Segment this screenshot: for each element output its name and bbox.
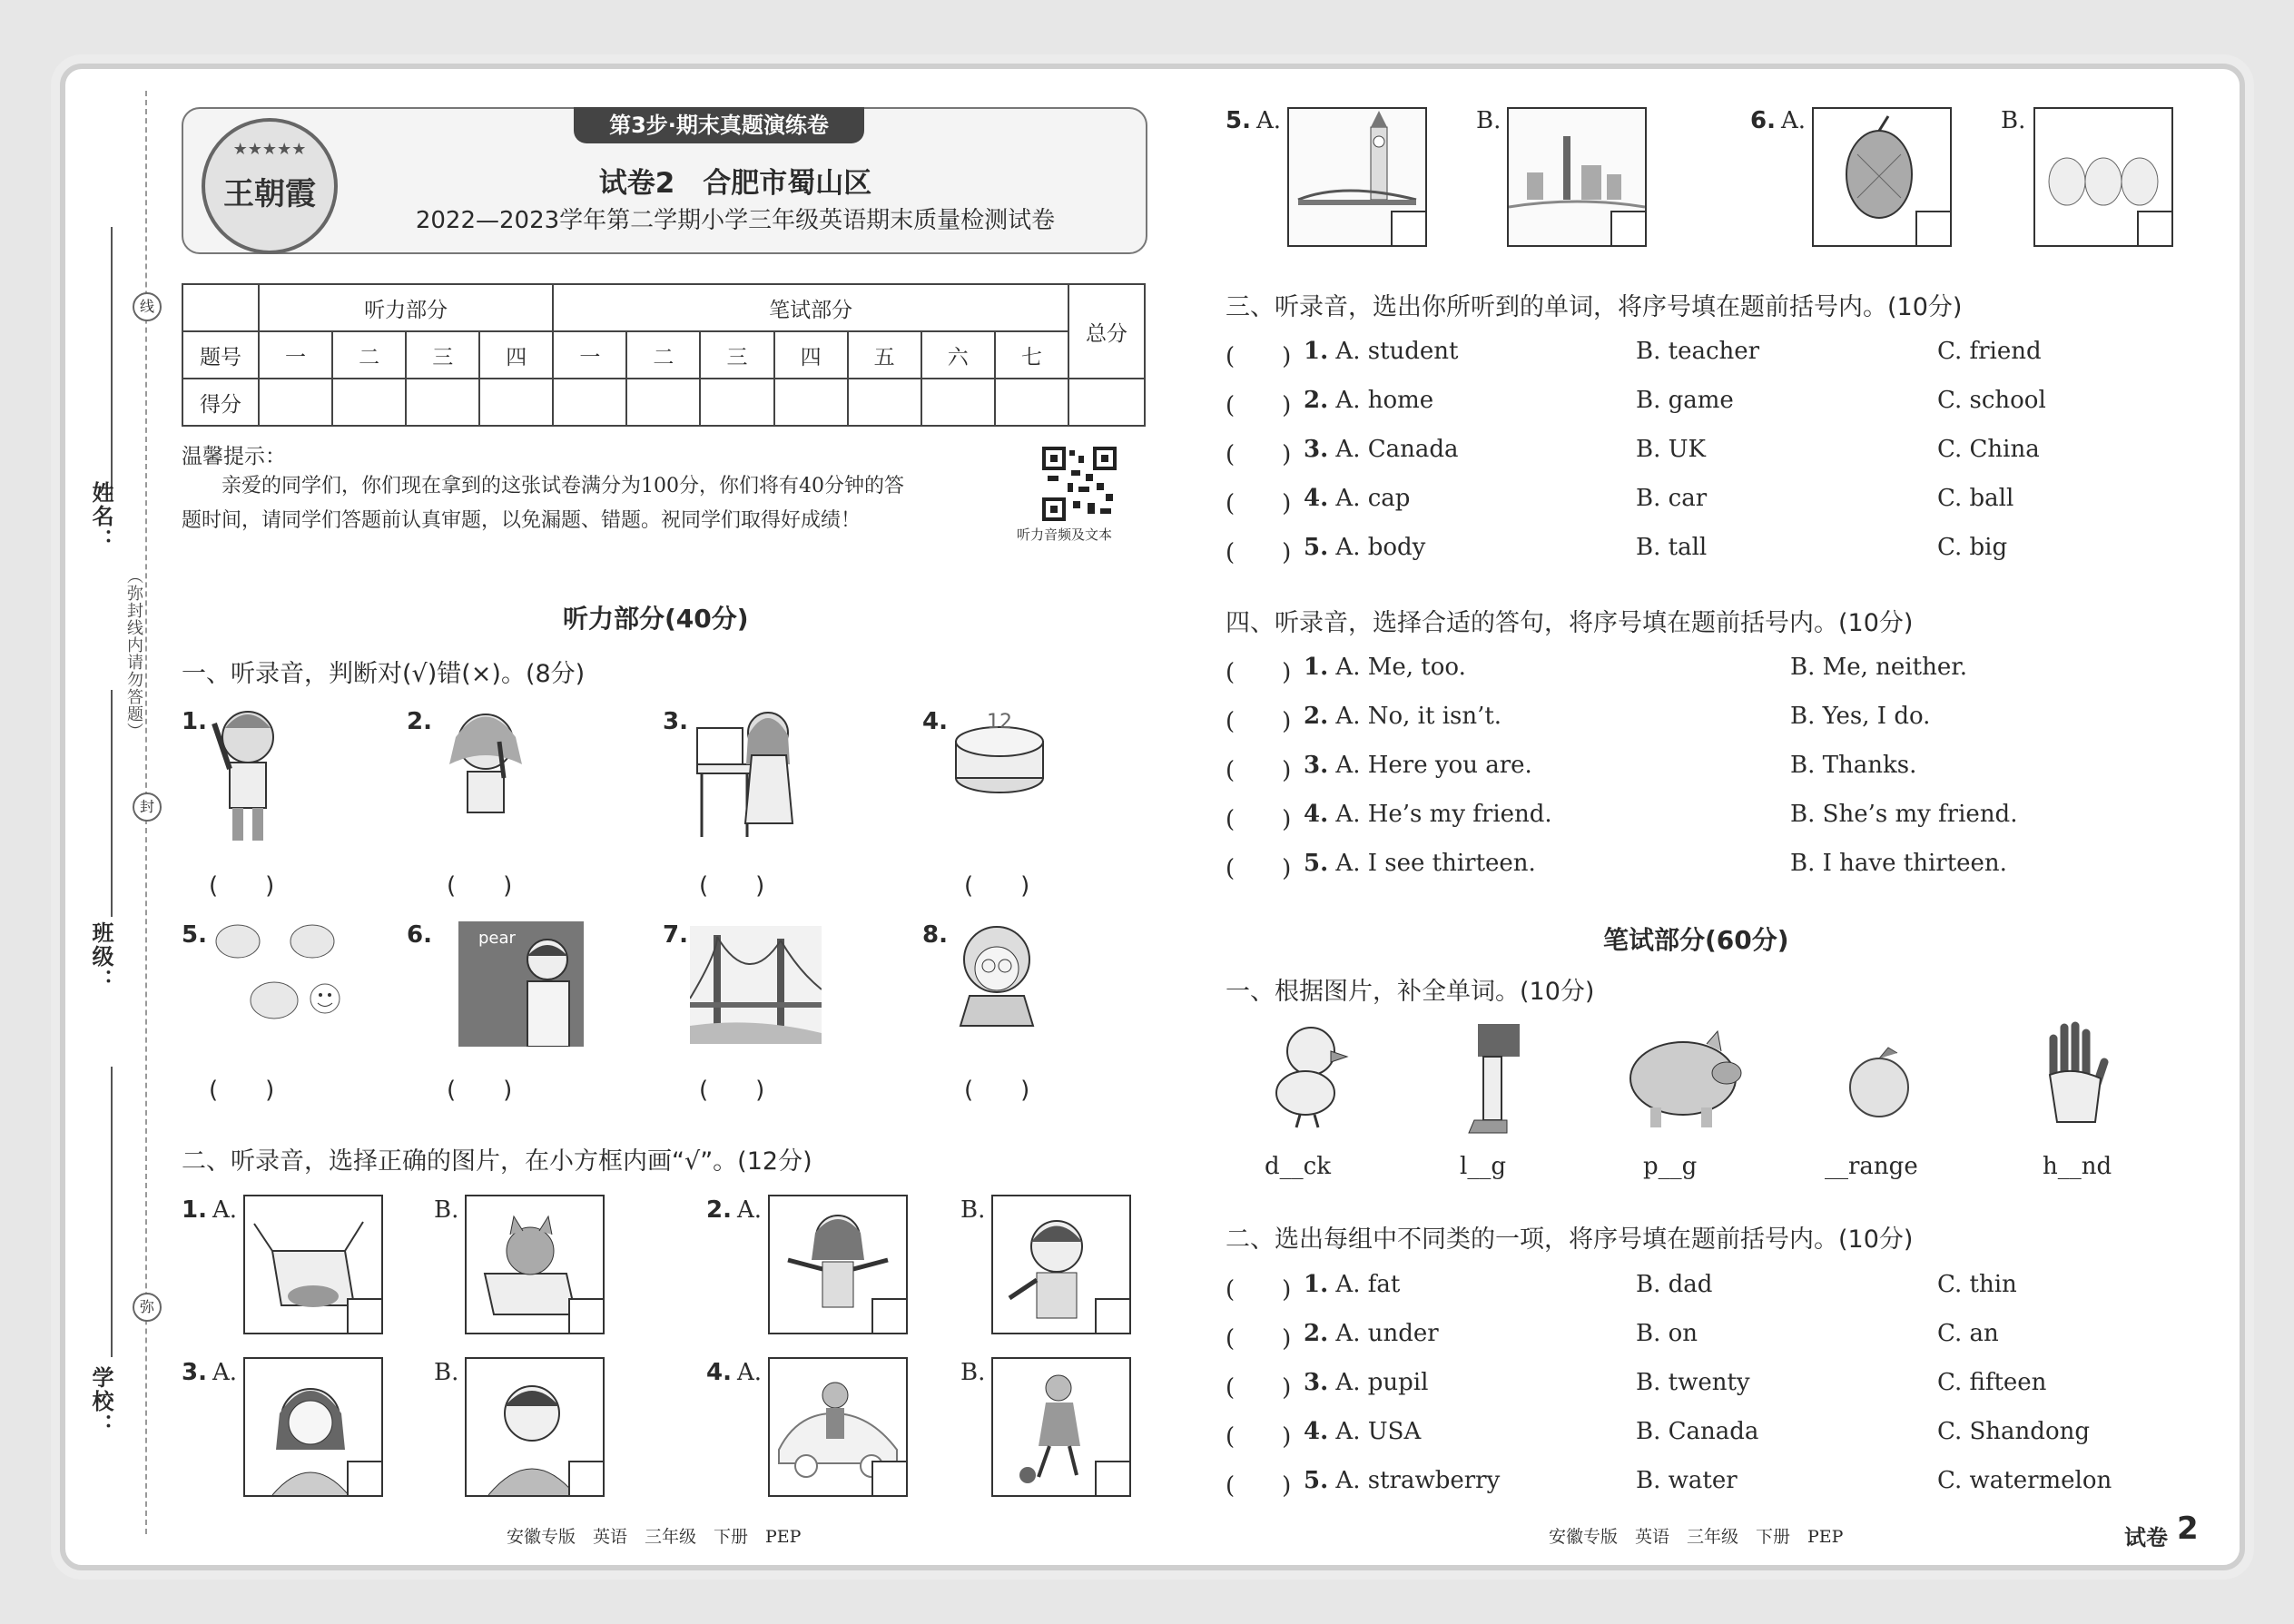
- word-blank[interactable]: l__g: [1460, 1153, 1506, 1180]
- answer-paren[interactable]: ( ): [1226, 343, 1292, 370]
- tick-box[interactable]: [1610, 211, 1645, 245]
- item-number: 2.: [1304, 387, 1329, 414]
- score-table-corner: [182, 284, 259, 331]
- option-letter: B.: [1476, 107, 1501, 134]
- option-c: C. fifteen: [1937, 1369, 2047, 1396]
- tick-box[interactable]: [1915, 211, 1950, 245]
- col-header: 五: [848, 331, 921, 379]
- boy-shrugging-image: [991, 1195, 1131, 1334]
- item-number: 5.: [1304, 534, 1329, 561]
- score-cell[interactable]: [406, 379, 479, 426]
- leg-image: [1456, 1020, 1529, 1138]
- boy-touching-head-image: [207, 701, 289, 846]
- option-a: A. I see thirteen.: [1335, 850, 1536, 877]
- answer-blank[interactable]: ( ): [209, 1077, 275, 1104]
- word-blank[interactable]: p__g: [1643, 1153, 1698, 1180]
- tip-line-2: 题时间，请同学们答题前认真审题，以免漏题、错题。祝同学们取得好成绩！: [182, 509, 861, 532]
- score-cell[interactable]: [700, 379, 773, 426]
- svg-text:12: 12: [987, 711, 1012, 733]
- option-letter: A.: [1256, 107, 1282, 134]
- listening-col-header: 听力部分: [259, 284, 553, 331]
- tick-box[interactable]: [871, 1461, 906, 1495]
- score-cell[interactable]: [774, 379, 848, 426]
- score-cell[interactable]: [1068, 379, 1145, 426]
- exam-subtitle: 2022—2023学年第二学期小学三年级英语期末质量检测试卷: [415, 207, 1056, 234]
- answer-blank[interactable]: ( ): [964, 872, 1030, 900]
- item-number: 5.: [1226, 107, 1251, 134]
- tick-box[interactable]: [568, 1298, 603, 1333]
- tick-box[interactable]: [2137, 211, 2171, 245]
- option-letter: A.: [212, 1359, 238, 1386]
- option-a: A. strawberry: [1335, 1467, 1501, 1494]
- item-number: 1.: [182, 708, 207, 735]
- score-cell[interactable]: [848, 379, 921, 426]
- tick-box[interactable]: [871, 1298, 906, 1333]
- name-label: 姓名：: [88, 481, 113, 552]
- option-b: B. on: [1636, 1320, 1698, 1347]
- birthday-cake-image: [950, 701, 1049, 801]
- writing-heading: 笔试部分(60分): [1603, 925, 1789, 955]
- col-header: 七: [995, 331, 1068, 379]
- answer-paren[interactable]: ( ): [1226, 708, 1292, 735]
- writing-part1-title: 一、根据图片，补全单词。(10分): [1226, 978, 1595, 1006]
- option-letter: A.: [1781, 107, 1807, 134]
- school-label: 学校：: [88, 1366, 113, 1437]
- duck-image: [1267, 1020, 1349, 1129]
- item-number: 2.: [1304, 1320, 1329, 1347]
- option-b: B. Canada: [1636, 1418, 1759, 1445]
- option-a: A. Me, too.: [1335, 654, 1466, 681]
- option-a: A. No, it isn’t.: [1335, 703, 1502, 730]
- writing-part2-title: 二、选出每组中不同类的一项，将序号填在题前括号内。(10分): [1226, 1225, 1914, 1254]
- answer-paren[interactable]: ( ): [1226, 806, 1292, 833]
- item-number: 4.: [922, 708, 948, 735]
- writing-col-header: 笔试部分: [553, 284, 1068, 331]
- option-c: C. friend: [1937, 338, 2042, 365]
- option-b: B. game: [1636, 387, 1734, 414]
- col-header: 四: [479, 331, 553, 379]
- option-c: C. an: [1937, 1320, 1999, 1347]
- option-a: A. He’s my friend.: [1335, 801, 1552, 828]
- option-a: A. home: [1335, 387, 1434, 414]
- option-a: A. Canada: [1335, 436, 1459, 463]
- logo-text: 王朝霞: [223, 176, 316, 212]
- listening-part3-title: 三、听录音，选出你所听到的单词，将序号填在题前括号内。(10分): [1226, 293, 1963, 321]
- seal-mark-line: 线: [133, 292, 162, 321]
- answer-paren[interactable]: ( ): [1226, 1374, 1292, 1402]
- girl-in-car-image: [768, 1357, 908, 1497]
- hand-image: [2037, 1020, 2110, 1129]
- page-label: 试卷: [2124, 1525, 2168, 1550]
- option-a: A. fat: [1335, 1271, 1401, 1298]
- item-number: 2.: [407, 708, 432, 735]
- option-c: C. watermelon: [1937, 1467, 2112, 1494]
- col-header: 四: [774, 331, 848, 379]
- option-letter: B.: [2001, 107, 2026, 134]
- option-c: C. thin: [1937, 1271, 2017, 1298]
- word-blank[interactable]: __range: [1825, 1153, 1918, 1180]
- item-number: 4.: [1304, 485, 1329, 512]
- option-b: B. twenty: [1636, 1369, 1750, 1396]
- col-header: 二: [332, 331, 406, 379]
- item-number: 1.: [1304, 654, 1329, 681]
- tick-box[interactable]: [568, 1461, 603, 1495]
- name-line: [111, 227, 113, 499]
- option-c: C. ball: [1937, 485, 2014, 512]
- item-number: 1.: [182, 1196, 207, 1224]
- pig-image: [1620, 1024, 1747, 1133]
- answer-blank[interactable]: ( ): [447, 872, 513, 900]
- seal-mark-bind: 弥: [133, 1293, 162, 1322]
- answer-paren[interactable]: ( ): [1226, 441, 1292, 468]
- answer-paren[interactable]: ( ): [1226, 539, 1292, 566]
- col-header: 三: [700, 331, 773, 379]
- option-b: B. UK: [1636, 436, 1706, 463]
- tick-box[interactable]: [1095, 1461, 1129, 1495]
- col-header: 三: [406, 331, 479, 379]
- item-number: 4.: [1304, 801, 1329, 828]
- score-cell[interactable]: [626, 379, 700, 426]
- grapes-image: [1812, 107, 1952, 247]
- item-number: 2.: [706, 1196, 732, 1224]
- grandmother-image: [951, 919, 1042, 1028]
- tick-box[interactable]: [1391, 211, 1425, 245]
- item-number: 5.: [1304, 850, 1329, 877]
- tip-heading: 温馨提示：: [182, 445, 286, 468]
- option-letter: A.: [737, 1196, 763, 1224]
- col-header: 一: [553, 331, 626, 379]
- option-a: A. body: [1335, 534, 1426, 561]
- answer-paren[interactable]: ( ): [1226, 1325, 1292, 1353]
- tick-box[interactable]: [347, 1461, 381, 1495]
- item-number: 3.: [182, 1359, 207, 1386]
- man-portrait-image: [465, 1357, 605, 1497]
- footer-left: 安徽专版 英语 三年级 下册 PEP: [507, 1527, 802, 1547]
- score-cell[interactable]: [921, 379, 995, 426]
- option-a: A. Here you are.: [1335, 752, 1532, 779]
- item-number: 1.: [1304, 338, 1329, 365]
- bridge-image: [690, 926, 822, 1044]
- seal-mark-seal: 封: [133, 792, 162, 822]
- answer-paren[interactable]: ( ): [1226, 490, 1292, 517]
- skyline-image: [1507, 107, 1647, 247]
- item-number: 3.: [1304, 752, 1329, 779]
- option-b: B. car: [1636, 485, 1708, 512]
- listening-part2-title: 二、听录音，选择正确的图片，在小方框内画“√”。(12分): [182, 1147, 812, 1176]
- item-number: 3.: [1304, 436, 1329, 463]
- option-a: A. cap: [1335, 485, 1411, 512]
- item-number: 8.: [922, 921, 948, 949]
- qr-caption: 听力音频及文本: [1017, 527, 1113, 543]
- tick-box[interactable]: [1095, 1298, 1129, 1333]
- answer-paren[interactable]: ( ): [1226, 1276, 1292, 1304]
- option-letter: A.: [737, 1359, 763, 1386]
- step-badge: 第3步·期末真题演练卷: [574, 107, 864, 143]
- class-label: 班级：: [88, 921, 113, 992]
- blackboard-image: [458, 921, 584, 1047]
- col-header: 一: [259, 331, 332, 379]
- item-number: 1.: [1304, 1271, 1329, 1298]
- option-b: B. Yes, I do.: [1790, 703, 1931, 730]
- answer-paren[interactable]: ( ): [1226, 659, 1292, 686]
- answer-paren[interactable]: ( ): [1226, 757, 1292, 784]
- girl-touching-eye-image: [436, 701, 536, 819]
- option-letter: B.: [434, 1359, 459, 1386]
- option-b: B. Thanks.: [1790, 752, 1917, 779]
- col-header: 六: [921, 331, 995, 379]
- option-c: C. Shandong: [1937, 1418, 2090, 1445]
- option-a: A. pupil: [1335, 1369, 1429, 1396]
- total-header: 总分: [1068, 284, 1145, 379]
- option-b: B. teacher: [1636, 338, 1760, 365]
- option-a: A. USA: [1335, 1418, 1422, 1445]
- brand-logo: ★★★★★ 王朝霞: [202, 118, 338, 254]
- option-b: B. tall: [1636, 534, 1708, 561]
- item-number: 3.: [663, 708, 688, 735]
- big-ben-image: [1287, 107, 1427, 247]
- score-table: [182, 283, 1146, 427]
- listening-part4-title: 四、听录音，选择合适的答句，将序号填在题前括号内。(10分): [1226, 609, 1914, 637]
- tip-line-1: 亲爱的同学们，你们现在拿到的这张试卷满分为100分，你们将有40分钟的答: [222, 475, 904, 497]
- option-letter: B.: [960, 1196, 986, 1224]
- row-num-label: 题号: [182, 331, 259, 379]
- answer-paren[interactable]: ( ): [1226, 855, 1292, 882]
- option-b: B. I have thirteen.: [1790, 850, 2007, 877]
- option-letter: A.: [212, 1196, 238, 1224]
- option-a: A. under: [1335, 1320, 1439, 1347]
- exam-title: 试卷2 合肥市蜀山区: [598, 167, 872, 200]
- option-c: C. China: [1937, 436, 2040, 463]
- class-line: [111, 690, 113, 917]
- qr-code[interactable]: [1042, 447, 1117, 521]
- option-c: C. big: [1937, 534, 2008, 561]
- option-b: B. Me, neither.: [1790, 654, 1968, 681]
- answer-blank[interactable]: ( ): [699, 872, 765, 900]
- footer-right: 安徽专版 英语 三年级 下册 PEP: [1549, 1527, 1844, 1547]
- score-cell[interactable]: [332, 379, 406, 426]
- option-b: B. water: [1636, 1467, 1738, 1494]
- item-number: 5.: [1304, 1467, 1329, 1494]
- orange-image: [1843, 1042, 1915, 1124]
- item-number: 6.: [1750, 107, 1776, 134]
- pears-image: [2033, 107, 2173, 247]
- option-letter: B.: [434, 1196, 459, 1224]
- item-number: 4.: [1304, 1418, 1329, 1445]
- item-number: 6.: [407, 921, 432, 949]
- answer-blank[interactable]: ( ): [699, 1077, 765, 1104]
- girl-arms-open-image: [768, 1195, 908, 1334]
- girl-playing-ball-image: [991, 1357, 1131, 1497]
- cat-on-box-image: [465, 1195, 605, 1334]
- word-blank[interactable]: d__ck: [1265, 1153, 1331, 1180]
- cat-in-box-image: [243, 1195, 383, 1334]
- listening-heading: 听力部分(40分): [563, 604, 749, 634]
- answer-paren[interactable]: ( ): [1226, 1423, 1292, 1451]
- school-line: [111, 1067, 113, 1357]
- girl-portrait-image: [243, 1357, 383, 1497]
- listening-part1-title: 一、听录音，判断对(√)错(×)。(8分): [182, 660, 586, 688]
- item-number: 4.: [706, 1359, 732, 1386]
- score-cell[interactable]: [479, 379, 553, 426]
- option-b: B. She’s my friend.: [1790, 801, 2018, 828]
- answer-blank[interactable]: ( ): [964, 1077, 1030, 1104]
- row-score-label: 得分: [182, 379, 259, 426]
- strawberries-image: [211, 919, 347, 1028]
- word-blank[interactable]: h__nd: [2043, 1153, 2112, 1180]
- score-cell[interactable]: [995, 379, 1068, 426]
- option-c: C. school: [1937, 387, 2046, 414]
- item-number: 3.: [1304, 1369, 1329, 1396]
- answer-blank[interactable]: ( ): [209, 872, 275, 900]
- option-b: B. dad: [1636, 1271, 1713, 1298]
- answer-paren[interactable]: ( ): [1226, 1472, 1292, 1500]
- board-word: pear: [478, 929, 516, 948]
- tick-box[interactable]: [347, 1298, 381, 1333]
- page-number: 2: [2177, 1511, 2199, 1547]
- score-cell[interactable]: [259, 379, 332, 426]
- answer-blank[interactable]: ( ): [447, 1077, 513, 1104]
- item-number: 2.: [1304, 703, 1329, 730]
- option-letter: B.: [960, 1359, 986, 1386]
- option-a: A. student: [1335, 338, 1459, 365]
- col-header: 二: [626, 331, 700, 379]
- girl-with-desk-image: [688, 701, 797, 846]
- item-number: 7.: [663, 921, 688, 949]
- seal-note: （弥封线内请勿答题）: [124, 567, 143, 740]
- answer-paren[interactable]: ( ): [1226, 392, 1292, 419]
- item-number: 5.: [182, 921, 207, 949]
- score-cell[interactable]: [553, 379, 626, 426]
